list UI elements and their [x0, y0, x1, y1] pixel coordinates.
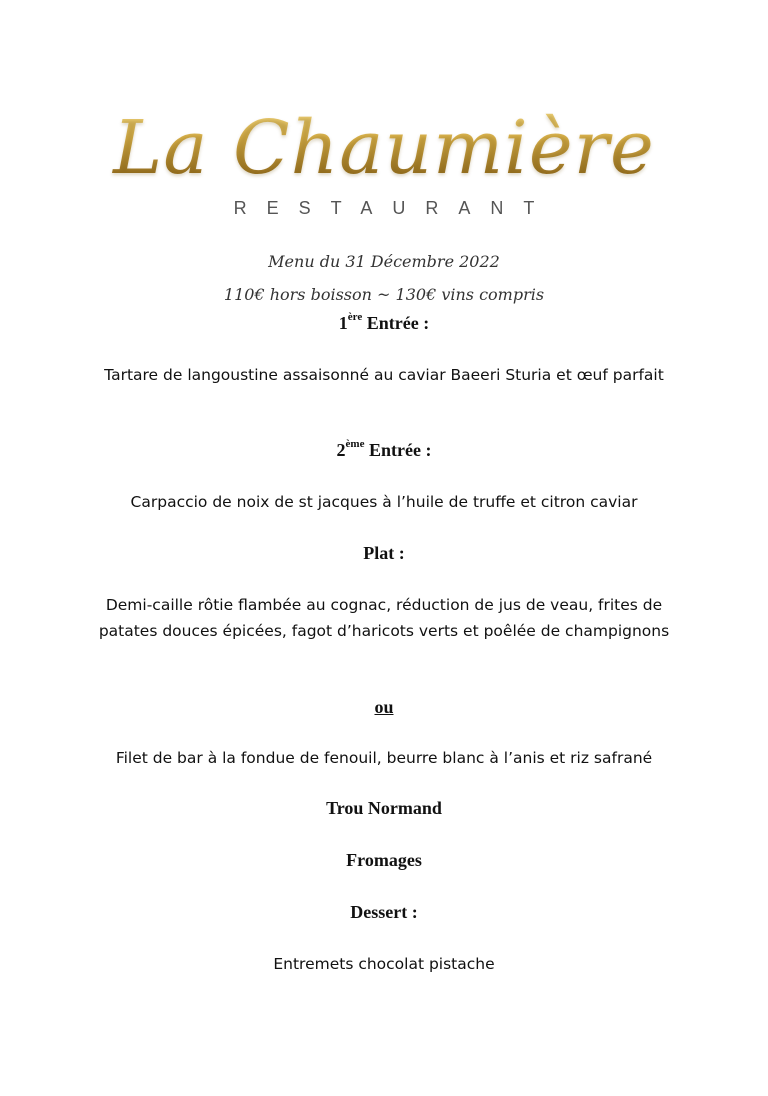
dish-first-entree: Tartare de langoustine assaisonné au caviar Baeeri Sturia et œuf parfait [104, 366, 664, 384]
course-heading-plat: Plat : [363, 543, 405, 563]
dish-dessert: Entremets chocolat pistache [273, 955, 495, 973]
course-fromages: Fromages [346, 850, 422, 870]
dish-plat-2: Filet de bar à la fondue de fenouil, beurre blanc à l’anis et riz safrané [115, 749, 653, 767]
logo-subtitle: RESTAURANT [233, 198, 555, 218]
logo-title: La Chaumière [0, 98, 768, 198]
course-heading-dessert: Dessert : [350, 902, 418, 922]
course-trou-normand: Trou Normand [326, 798, 442, 818]
separator-ou: ou [374, 697, 394, 717]
menu-date: Menu du 31 Décembre 2022 [268, 252, 500, 271]
dish-plat-1: Demi-caille rôtie flambée au cognac, réduction de jus de veau, frites de patates douces épicées, fagot d’haricots verts et poêlée de champignons [98, 596, 670, 640]
menu-prices: 110€ hors boisson ~ 130€ vins compris [223, 285, 545, 304]
course-heading-second-entree: 2ème Entrée : [336, 438, 432, 460]
restaurant-logo [0, 98, 768, 228]
course-heading-first-entree: 1ère Entrée : [338, 311, 430, 333]
dish-second-entree: Carpaccio de noix de st jacques à l’huile de truffe et citron caviar [130, 493, 638, 511]
